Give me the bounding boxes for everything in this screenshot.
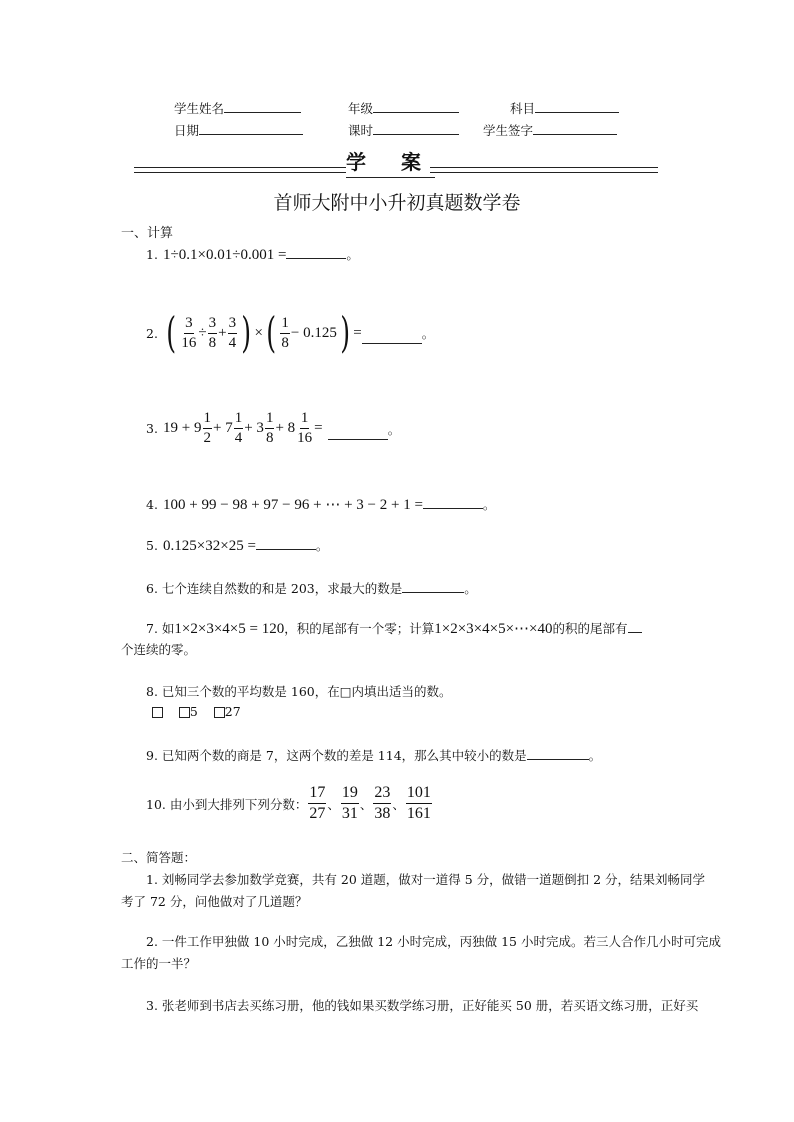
grade-blank [373, 101, 459, 113]
problem-2-line2: 工作的一半？ [121, 956, 197, 971]
question-7: 7. 如1×2×3×4×5 = 120，积的尾部有一个零；计算1×2×3×4×5×⋯×40的积的尾部有 [146, 619, 642, 638]
question-3: 3. 19 + 9 $\frac{1}{2}$ + 7 $\frac{1}{4}$ + 3 $\frac{1}{8}$ + 8 $\frac{1}{16}$ = 。 [146, 410, 401, 446]
fraction: $\frac{1}{4}$ [234, 410, 243, 446]
problem-1-line1: 1. 刘畅同学去参加数学竞赛，共有 20 道题，做对一道得 5 分，做错一道题倒扣 2 分，结果刘畅同学 [146, 872, 706, 887]
banner-rule-right [430, 167, 658, 173]
signature-field: 学生签字 [483, 121, 617, 139]
answer-blank [527, 748, 589, 760]
question-8-boxes: 5 27 [152, 704, 241, 719]
blank-box [152, 707, 163, 718]
date-field: 日期 [174, 121, 303, 139]
fraction: $\frac{1}{2}$ [203, 410, 211, 446]
question-4: 4. 100 + 99 − 98 + 97 − 96 + ⋯ + 3 − 2 + 1 = 。 [146, 497, 496, 513]
student-name-blank [224, 101, 301, 113]
problem-2-line1: 2. 一件工作甲独做 10 小时完成，乙独做 12 小时完成，丙独做 15 小时完成。若三人合作几小时可完成 [146, 934, 721, 949]
subject-field: 科目 [510, 99, 619, 117]
blank-box [179, 707, 190, 718]
question-7-continued: 个连续的零。 [121, 642, 197, 657]
fraction: $\frac{101}{161}$ [406, 784, 431, 822]
fraction: $\frac{1}{8}$ [281, 314, 289, 351]
grade-field: 年级 [348, 99, 459, 117]
answer-blank [256, 538, 316, 550]
period-field: 课时 [348, 121, 459, 139]
section2-heading: 二、简答题： [121, 850, 197, 865]
right-paren: ) [241, 308, 252, 357]
fraction: $\frac{17}{27}$ [309, 784, 326, 822]
left-paren: ( [266, 308, 277, 357]
question-5: 5. 0.125×32×25 = 。 [146, 538, 329, 554]
question-1: 1. 1÷0.1×0.01÷0.001 = 。 [146, 247, 359, 263]
section1-heading: 一、计算 [121, 226, 174, 241]
blank-box [214, 707, 225, 718]
question-10: 10. 由小到大排列下列分数： $\frac{17}{27}$ 、 $\frac{19}{31}$ 、 $\frac{23}{38}$ 、 $\frac{101}{161}$ [146, 784, 431, 822]
left-paren: ( [166, 308, 177, 357]
question-8: 8. 已知三个数的平均数是 160，在□内填出适当的数。 [146, 684, 452, 699]
subject-blank [535, 101, 619, 113]
answer-blank [628, 621, 642, 633]
fraction: $\frac{1}{8}$ [265, 410, 274, 446]
fraction: $\frac{1}{16}$ [297, 410, 313, 446]
document-title: 首师大附中小升初真题数学卷 [273, 192, 521, 214]
banner-rule-left [134, 167, 346, 173]
answer-blank [423, 497, 483, 509]
banner-title: 学 案 [346, 146, 435, 178]
fraction: $\frac{19}{31}$ [341, 784, 358, 822]
problem-1-line2: 考了 72 分，问他做对了几道题？ [121, 894, 308, 909]
problem-3-line1: 3. 张老师到书店去买练习册，他的钱如果买数学练习册，正好能买 50 册，若买语文练习册，正好买 [146, 998, 699, 1013]
student-name-field: 学生姓名 [174, 99, 301, 117]
right-paren: ) [340, 308, 350, 357]
answer-blank [328, 428, 388, 440]
question-2: 2. ( $\frac{3}{16}$ ÷ $\frac{3}{8}$ + $\frac{3}{4}$ ) × ( $\frac{1}{8}$ − 0.125 ) = 。 [146, 308, 435, 357]
answer-blank [402, 581, 464, 593]
fraction: $\frac{23}{38}$ [374, 784, 391, 822]
date-blank [199, 123, 303, 135]
fraction: $\frac{3}{16}$ [181, 314, 197, 351]
signature-blank [533, 123, 617, 135]
fraction: $\frac{3}{4}$ [228, 314, 237, 351]
question-9: 9. 已知两个数的商是 7，这两个数的差是 114，那么其中较小的数是 。 [146, 748, 602, 763]
fraction: $\frac{3}{8}$ [208, 314, 217, 351]
answer-blank [286, 247, 346, 259]
period-blank [373, 123, 459, 135]
answer-blank [362, 332, 422, 344]
question-6: 6. 七个连续自然数的和是 203，求最大的数是 。 [146, 581, 477, 596]
